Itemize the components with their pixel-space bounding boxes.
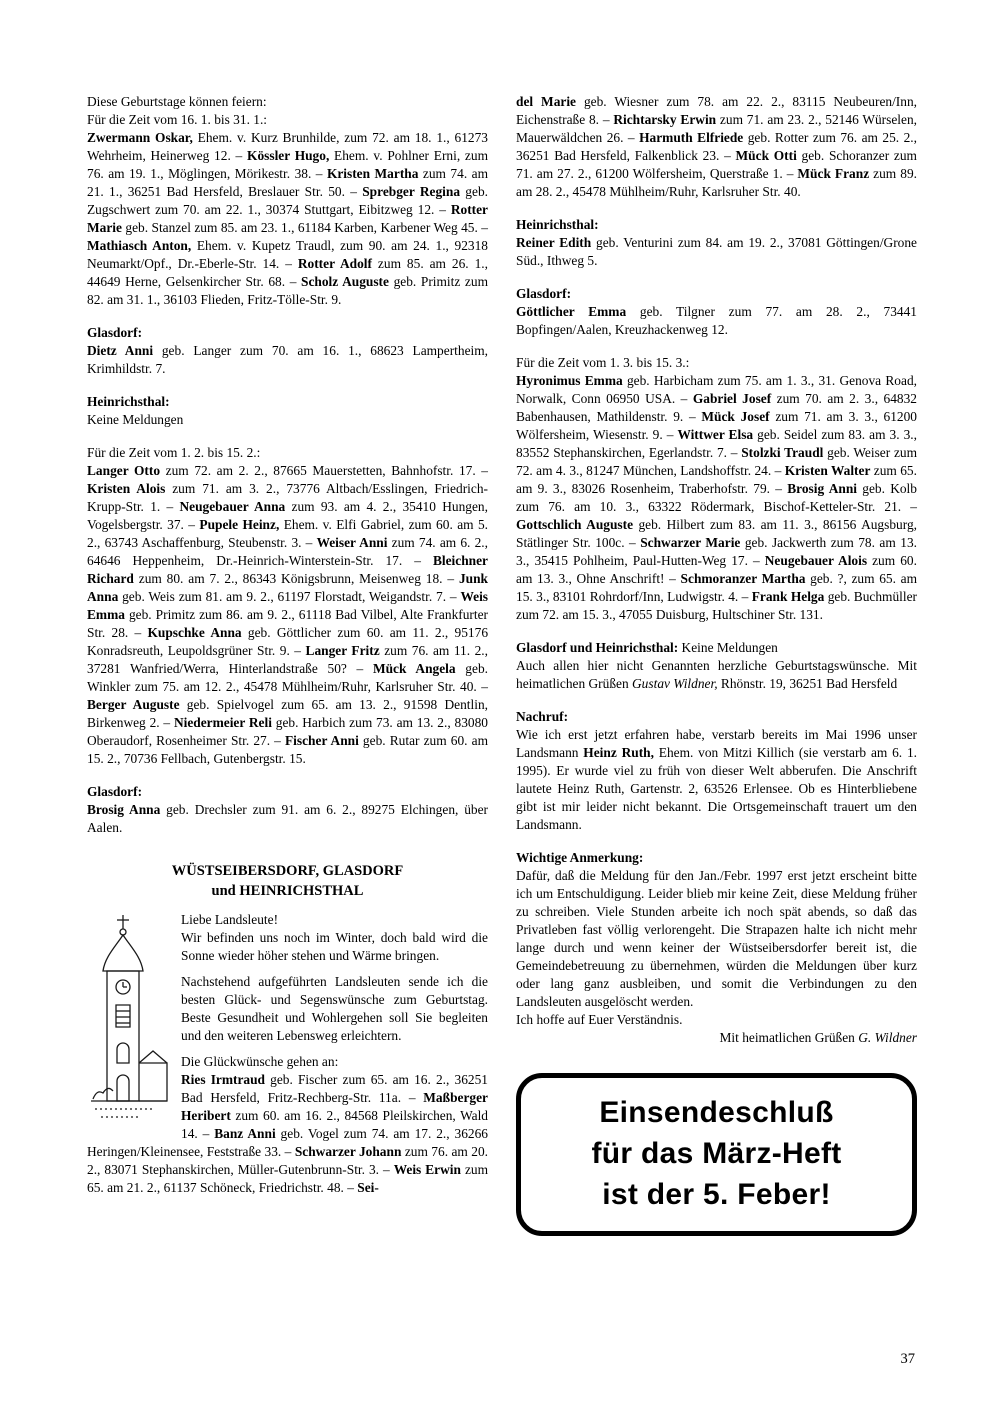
date-range-feb: Für die Zeit vom 1. 2. bis 15. 2.: <box>87 445 261 460</box>
subheading-heinrichsthal-right: Heinrichsthal: <box>516 217 599 232</box>
signoff-line: Mit heimatlichen Grüßen G. Wildner <box>719 1030 917 1045</box>
section-body <box>87 911 488 1197</box>
left-column <box>87 93 488 1236</box>
section-title-line-1: WÜSTSEIBERSDORF, GLASDORF <box>171 863 404 879</box>
subheading-nachruf: Nachruf: <box>516 709 569 724</box>
intro-line: Diese Geburtstage können feiern: <box>87 94 267 109</box>
subheading-glasdorf-2: Glasdorf: <box>87 784 143 799</box>
subheading-heinrichsthal: Heinrichsthal: <box>87 394 170 409</box>
subheading-anmerkung: Wichtige Anmerkung: <box>516 850 644 865</box>
page-number: 37 <box>900 1351 915 1367</box>
glasdorf-entry: Dietz Anni geb. Langer zum 70. am 16. 1., 68623 Lampertheim, Krimhildstr. 7. <box>87 343 488 376</box>
right-column <box>516 93 917 1236</box>
heinrichsthal-entry-right: Reiner Edith geb. Venturini zum 84. am 19. 2., 37081 Göttingen/Grone Süd., Ithweg 5. <box>516 235 918 268</box>
deadline-box <box>516 1073 917 1236</box>
no-reports-line: Glasdorf und Heinrichsthal: Keine Meldungen <box>516 640 778 655</box>
nachruf-paragraph: Wie ich erst jetzt erfahren habe, verstarb bereits im Mai 1996 unser Landsmann Heinz Ruth, Ehem. von Mitzi Killich (sie verstarb am 6. 1. 1995). Er wurde viel zu früh von dieser Welt abberufen. Die Anschrift lautete Heinz Ruth, Gartenstr. 2, 63526 Erlensee. Ob es Hinterbliebene gibt ist mir leider nicht bekannt. Die Ortsgemeinschaft trauert um den Landsmann. <box>516 727 917 832</box>
deadline-line-2: für das März-Heft <box>591 1137 842 1170</box>
birthday-list-feb-continued: del Marie geb. Wiesner zum 78. am 22. 2., 83115 Neubeuren/Inn, Eichenstraße 8. – Richtarsky Erwin zum 71. am 23. 2., 52146 Würselen, Mauerwäldchen 26. – Harmuth Elfriede geb. Rotter zum 76. am 25. 2., 36251 Bad Hersfeld, Falkenblick 23. – Mück Otti geb. Schoranzer zum 71. am 27. 2., 61200 Wölfersheim, Querstraße 1. – Mück Franz zum 89. am 28. 2., 45478 Mühlheim/Ruhr, Karlsruher Str. 40. <box>516 94 918 199</box>
paragraph-wishes: Nachstehend aufgeführten Landsleuten sende ich die besten Glück- und Segenswünsche zum Geburtstag. Beste Gesundheit und Wohlergehen soll Sie begleiten und den weiteren Lebensweg erleichtern. <box>181 974 488 1043</box>
paragraph-intro: Die Glückwünsche gehen an: <box>181 1054 339 1069</box>
church-illustration <box>87 913 169 1125</box>
birthday-list-section: Ries Irmtraud geb. Fischer zum 65. am 16. 2., 36251 Bad Hersfeld, Fritz-Rechberg-Str. 11a. – Maßberger Heribert zum 60. am 16. 2., 84568 Pleilskirchen, Wald 14. – Banz Anni geb. Vogel zum 74. am 17. 2., 36266 Heringen/Kleinensee, Feststraße 33. – Schwarzer Johann zum 76. am 20. 2., 83071 Stephanskirchen, Müller-Gutenbrunn-Str. 3. – Weis Erwin zum 65. am 21. 2., 61137 Schöneck, Friedrichstr. 48. – Sei- <box>87 1072 489 1195</box>
birthday-list-feb: Langer Otto zum 72. am 2. 2., 87665 Mauerstetten, Bahnhofstr. 17. – Kristen Alois zum 71. am 3. 2., 73776 Altbach/Esslingen, Friedrich-Krupp-Str. 1. – Neugebauer Anna zum 93. am 4. 2., 35410 Hungen, Vogelsbergstr. 37. – Pupele Heinz, Ehem. v. Elfi Gabriel, zum 60. am 5. 2., 63743 Aschaffenburg, Steubenstr. 3. – Weiser Anni zum 74. am 6. 2., 64646 Heppenheim, Dr.-Heinrich-Winterstein-Str. 17. – Bleichner Richard zum 80. am 7. 2., 86343 Königsbrunn, Meisenweg 18. – Junk Anna geb. Weis zum 81. am 9. 2., 61197 Florstadt, Weigandstr. 7. – Weis Emma geb. Primitz zum 86. am 9. 2., 61118 Bad Vilbel, Alte Frankfurter Str. 28. – Kupschke Anna geb. Göttlicher zum 60. am 11. 2., 95176 Konradsreuth, Leupoldsgrüner Str. 9. – Langer Fritz zum 76. am 11. 2., 37281 Wanfried/Werra, Hinterlandstraße 50? – Mück Angela geb. Winkler zum 75. am 12. 2., 45478 Mühlheim/Ruhr, Karlsruher Str. 40. – Berger Auguste geb. Spielvogel zum 65. am 13. 2., 91598 Dentlin, Birkenweg 2. – Niedermeier Reli geb. Harbich zum 73. am 13. 2., 83080 Oberaudorf, Rosenheimer Str. 27. – Fischer Anni geb. Rutar zum 60. am 15. 2., 70736 Fellbach, Gutenbergstr. 15. <box>87 463 489 766</box>
subheading-glasdorf: Glasdorf: <box>87 325 143 340</box>
section-title-line-2: und HEINRICHSTHAL <box>211 883 364 899</box>
birthday-list-jan: Zwermann Oskar, Ehem. v. Kurz Brunhilde, zum 72. am 18. 1., 61273 Wehrheim, Heinerweg 12. – Kössler Hugo, Ehem. v. Pohlner Erni, zum 76. am 19. 1., Möglingen, Mörikestr. 38. – Kristen Martha zum 74. am 21. 1., 36251 Bad Hersfeld, Breslauer Str. 50. – Sprebger Regina geb. Zugschwert zum 70. am 22. 1., 30374 Stuttgart, Eibitzweg 12. – Rotter Marie geb. Stanzel zum 85. am 23. 1., 61184 Karben, Karbener Weg 45. – Mathiasch Anton, Ehem. v. Kupetz Traudl, zum 90. am 24. 1., 92318 Neumarkt/Opf., Dr.-Eberle-Str. 14. – Rotter Adolf zum 85. am 26. 1., 44649 Herne, Gelsenkircher Str. 68. – Scholz Auguste geb. Primitz zum 82. am 31. 1., 36103 Flieden, Fritz-Tölle-Str. 9. <box>87 130 489 307</box>
two-column-content <box>87 93 917 1236</box>
glasdorf-entry-right: Göttlicher Emma geb. Tilgner zum 77. am 28. 2., 73441 Bopfingen/Aalen, Kreuzhackenweg 12. <box>516 304 917 337</box>
heinrichsthal-entry: Keine Meldungen <box>87 412 184 427</box>
date-range-jan: Für die Zeit vom 16. 1. bis 31. 1.: <box>87 112 268 127</box>
section-title <box>87 861 488 901</box>
hope-line: Ich hoffe auf Euer Verständnis. <box>516 1012 683 1027</box>
date-range-mar: Für die Zeit vom 1. 3. bis 15. 3.: <box>516 355 690 370</box>
glasdorf-entry-2: Brosig Anna geb. Drechsler zum 91. am 6. 2., 89275 Elchingen, über Aalen. <box>87 802 488 835</box>
salutation: Liebe Landsleute! <box>181 912 279 927</box>
subheading-glasdorf-right: Glasdorf: <box>516 286 572 301</box>
deadline-line-3: ist der 5. Feber! <box>602 1178 831 1211</box>
anmerkung-paragraph: Dafür, daß die Meldung für den Jan./Febr. 1997 erst jetzt erscheint bitte ich um Entschuldigung. Leider blieb mir keine Zeit, diese Meldung früher zu schreiben. Viele Stunden arbeite ich noch spät abends, so daß das Privatleben fast völlig verlorengeht. Die Strapazen halte ich nicht mehr lange durch und wenn keiner der Wüstseibersdorfer bereit ist, die Gemeindebetreuung zu übernehmen, würden die Meldungen über kurz oder lang ganz ausbleiben, und somit die Verbindungen zu den Landsleuten ausgelöscht werden. <box>516 868 917 1009</box>
birthday-list-mar: Hyronimus Emma geb. Harbicham zum 75. am 1. 3., 31. Genova Road, Norwalk, Conn 06950 USA. – Gabriel Josef zum 70. am 2. 3., 64832 Babenhausen, Mathildenstr. 9. – Mück Josef zum 71. am 3. 3., 61200 Wölfersheim, Wiesenstr. 9. – Wittwer Elsa geb. Seidel zum 83. am 3. 3., 83552 Stephanskirchen, Egerlandstr. 7. – Stolzki Traudl geb. Weiser zum 72. am 4. 3., 81247 München, Landshoffstr. 24. – Kristen Walter zum 65. am 9. 3., 83026 Rosenheim, Traberhofstr. 79. – Brosig Anni geb. Kolb zum 76. am 10. 3., 63322 Rödermark, Bischof-Ketteler-Str. 21. – Gottschlich Auguste geb. Hilbert zum 83. am 11. 3., 86156 Augsburg, Stätlinger Str. 100c. – Schwarzer Marie geb. Jackwerth zum 78. am 13. 3., 35415 Pohlheim, Paul-Hutten-Weg 17. – Neugebauer Alois zum 60. am 13. 3., Ohne Anschrift! – Schmoranzer Martha geb. ?, zum 65. am 15. 3., 83101 Rohrdorf/Inn, Ludwigstr. 4. – Frank Helga geb. Buchmüller zum 72. am 15. 3., 47055 Duisburg, Hultschiner Str. 131. <box>516 373 917 622</box>
greetings-paragraph: Auch allen hier nicht Genannten herzliche Geburtstagswünsche. Mit heimatlichen Grüßen Gustav Wildner, Rhönstr. 19, 36251 Bad Hersfeld <box>516 658 917 691</box>
deadline-line-1: Einsendeschluß <box>599 1096 834 1129</box>
paragraph-winter: Wir befinden uns noch im Winter, doch bald wird die Sonne wieder höher stehen und Wärme bringen. <box>181 930 488 963</box>
